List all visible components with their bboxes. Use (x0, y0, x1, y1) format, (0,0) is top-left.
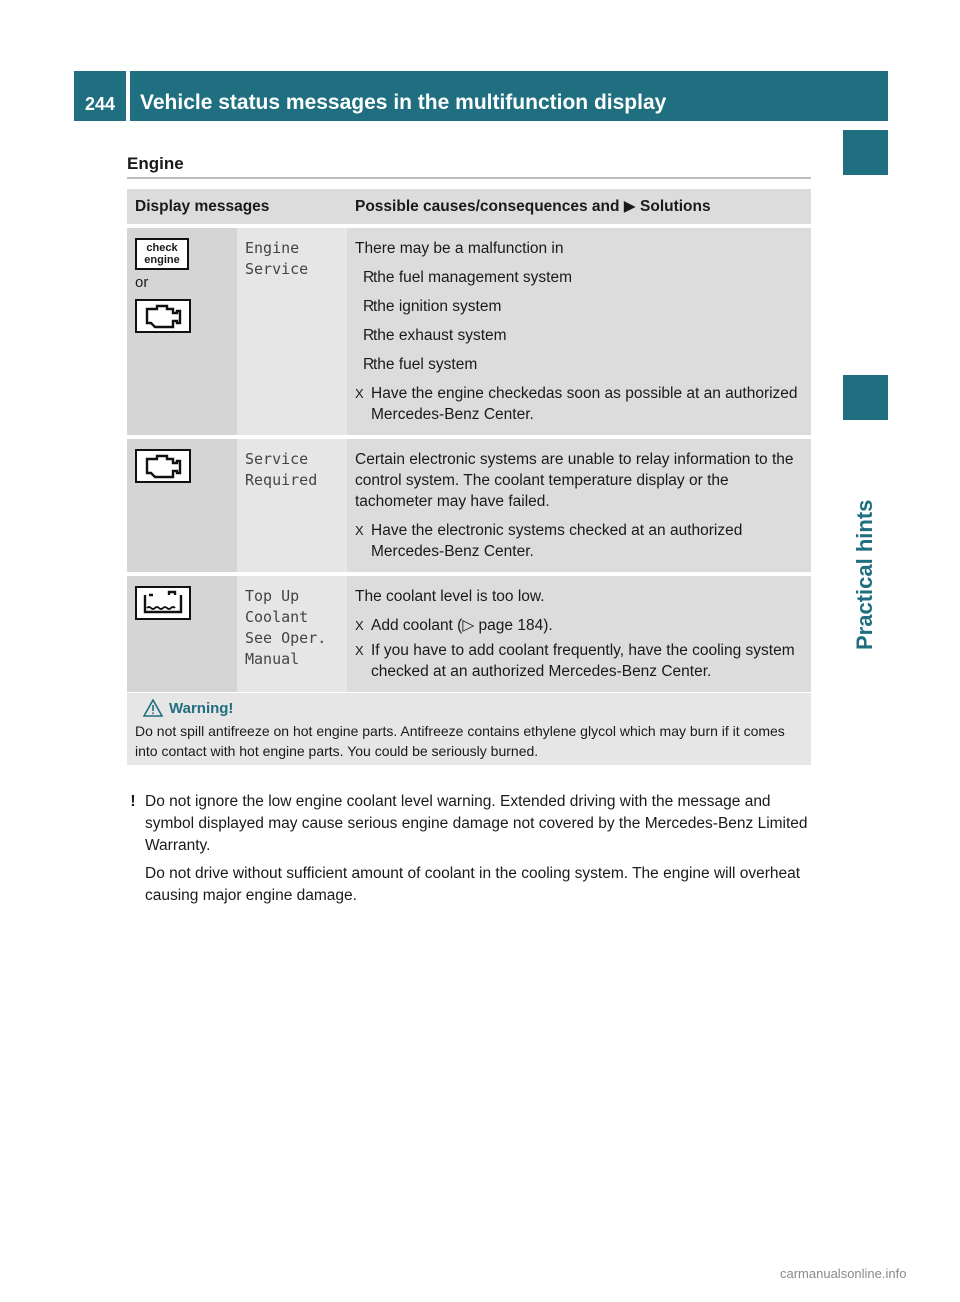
table-row (127, 435, 811, 572)
engine-icon (135, 299, 191, 333)
display-message-text: Engine Service (245, 239, 309, 278)
solution-step-text: Have the engine checkedas soon as possible at an authorized Mercedes-Benz Center. (371, 385, 798, 423)
cause-text: Certain electronic systems are unable to relay information to the control system. The coolant temperature display or the tachometer may have failed. (355, 451, 794, 510)
warning-box (127, 693, 811, 765)
step-marker: X (355, 386, 364, 401)
solution-cell (347, 572, 811, 692)
solution-step (355, 615, 803, 636)
exclamation-icon: ! (130, 793, 136, 810)
coolant-level-icon (135, 586, 191, 620)
list-item-text: the fuel management system (373, 269, 573, 286)
bullet-marker: R (363, 269, 375, 286)
check-engine-icon (135, 238, 189, 270)
warning-heading (135, 699, 803, 719)
message-cell (237, 224, 347, 435)
step-marker: X (355, 618, 364, 633)
step-marker: X (355, 523, 364, 538)
caution-note (127, 791, 817, 913)
cause-text: The coolant level is too low. (355, 588, 545, 605)
section-title: Engine (127, 154, 184, 173)
list-item-text: the exhaust system (373, 327, 507, 344)
note-paragraph: Do not drive without sufficient amount of coolant in the cooling system. The engine will overheat causing major engine damage. (145, 865, 801, 904)
solution-step (355, 520, 803, 562)
list-item (355, 325, 803, 346)
list-item (355, 354, 803, 375)
solution-step (355, 383, 803, 425)
icon-cell (127, 435, 237, 572)
solution-step-text: Have the electronic systems checked at an authorized Mercedes-Benz Center. (371, 522, 743, 560)
icon-cell (127, 572, 237, 692)
solution-step-text: Add coolant (▷ page 184). (371, 617, 553, 634)
warning-title: Warning! (169, 700, 234, 717)
solution-step-text: If you have to add coolant frequently, have the cooling system checked at an authorized Mercedes-Benz Center. (371, 642, 795, 680)
solution-cell (347, 435, 811, 572)
page-header-title: Vehicle status messages in the multifunction display (130, 71, 888, 121)
side-tab-marker-top (843, 130, 888, 175)
section-divider (127, 177, 811, 179)
display-message-text: Top Up Coolant See Oper. Manual (245, 587, 327, 668)
warning-triangle-icon (143, 699, 163, 717)
side-tab-marker (843, 375, 888, 420)
display-message-text: Service Required (245, 450, 318, 489)
note-paragraph: Do not ignore the low engine coolant level warning. Extended driving with the message and symbol displayed may cause serious engine damage not covered by the Mercedes-Benz Limited Warranty. (145, 793, 808, 854)
icon-cell (127, 224, 237, 435)
table-header-row (127, 189, 811, 224)
bullet-marker: R (363, 327, 375, 344)
display-messages-table (127, 189, 811, 692)
watermark: carmanualsonline.info (780, 1266, 907, 1281)
table-row (127, 572, 811, 692)
list-item (355, 267, 803, 288)
side-tab-label: Practical hints (852, 499, 877, 650)
column-header-display-messages: Display messages (127, 189, 347, 224)
solution-cell (347, 224, 811, 435)
list-item (355, 296, 803, 317)
message-cell (237, 572, 347, 692)
solution-step (355, 640, 803, 682)
bullet-marker: R (363, 298, 375, 315)
cause-text: There may be a malfunction in (355, 240, 564, 257)
or-label: or (135, 274, 149, 291)
check-engine-icon-line1: check (146, 242, 178, 254)
step-marker: X (355, 643, 364, 658)
check-engine-icon-line2: engine (144, 254, 180, 266)
warning-text: Do not spill antifreeze on hot engine parts. Antifreeze contains ethylene glycol which may burn if it comes into contact with hot engine parts. You could be seriously burned. (135, 723, 785, 759)
engine-icon (135, 449, 191, 483)
bullet-marker: R (363, 356, 375, 373)
table-row (127, 224, 811, 435)
list-item-text: the fuel system (373, 356, 478, 373)
message-cell (237, 435, 347, 572)
page-number: 244 (74, 71, 126, 121)
column-header-solutions (347, 189, 811, 224)
list-item-text: the ignition system (373, 298, 502, 315)
column-header-solutions-text: Possible causes/consequences and ▶ Solutions (355, 198, 711, 215)
